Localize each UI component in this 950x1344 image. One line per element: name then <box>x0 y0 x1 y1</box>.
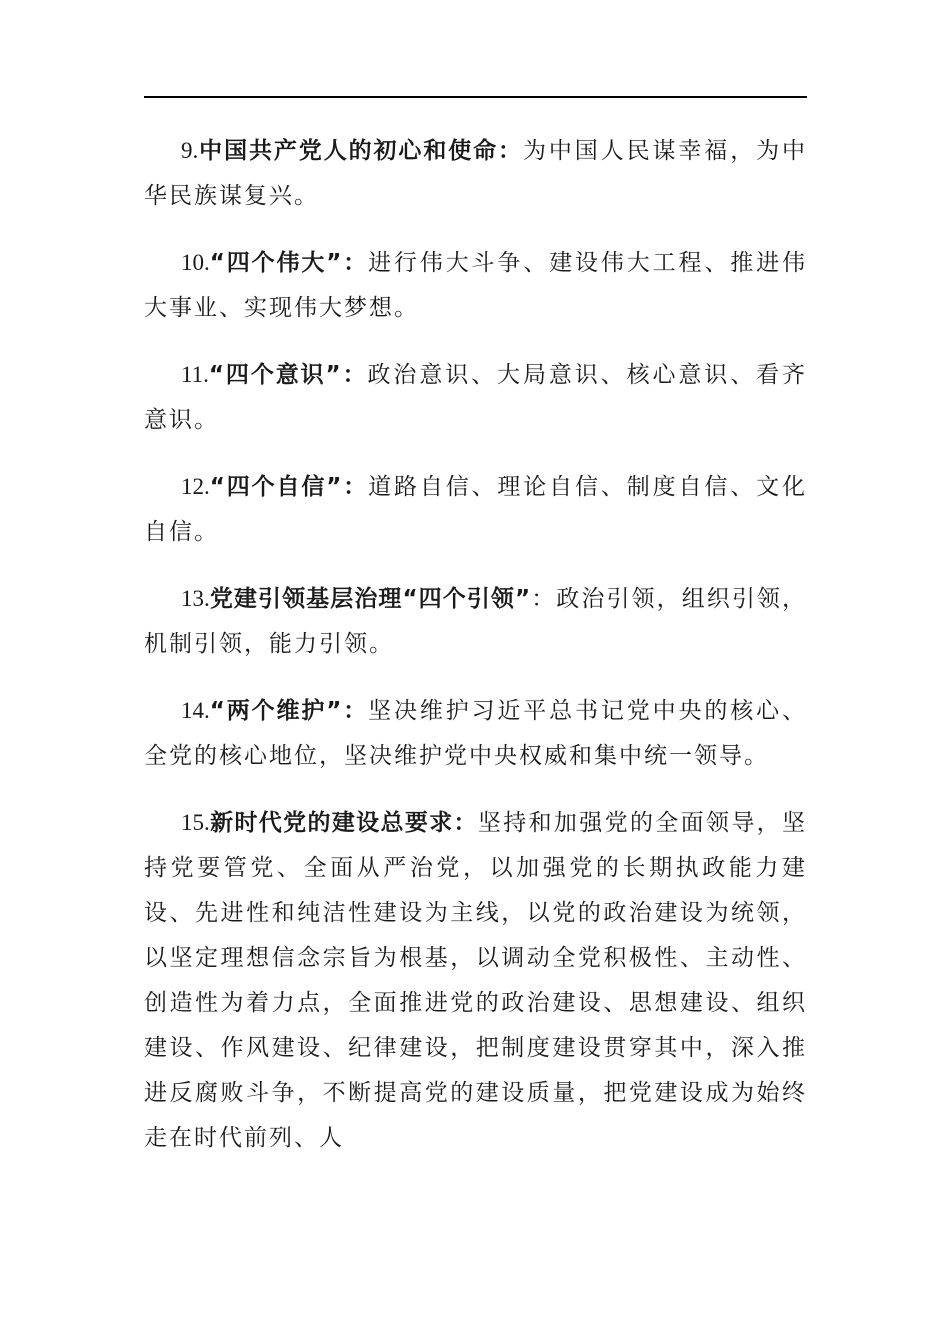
item-number: 14. <box>181 698 210 723</box>
item-number: 10. <box>181 250 210 275</box>
item-number: 12. <box>181 474 210 499</box>
item-12 <box>144 464 807 555</box>
item-term: 中国共产党人的初心和使命： <box>198 138 523 164</box>
item-text: ：政治引领，组织引领，机制引领，能力引领。 <box>144 586 808 657</box>
item-term: 新时代党的建设总要求： <box>209 810 478 836</box>
item-text: 坚持和加强党的全面领导，坚持党要管党、全面从严治党，以加强党的长期执政能力建设、先进性和纯洁性建设为主线，以党的政治建设为统领，以坚定理想信念宗旨为根基，以调动全党积极性、主动性、创造性为着力点，全面推进党的政治建设、思想建设、组织建设、作风建设、纪律建设，把制度建设贯穿其中，深入推进反腐败斗争，不断提高党的建设质量，把党建设成为始终走在时代前列、人 <box>144 810 807 1151</box>
item-term: “四个自信”： <box>209 474 369 500</box>
item-15 <box>144 800 807 1161</box>
item-text: 坚决维护习近平总书记党中央的核心、全党的核心地位，坚决维护党中央权威和集中统一领导。 <box>144 698 808 769</box>
item-text: 道路自信、理论自信、制度自信、文化自信。 <box>144 474 808 545</box>
document-body <box>144 128 807 1182</box>
item-term: “四个伟大”： <box>209 250 369 276</box>
item-number: 9. <box>181 138 199 163</box>
item-14 <box>144 688 807 779</box>
item-13 <box>144 576 807 667</box>
item-text: 进行伟大斗争、建设伟大工程、推进伟大事业、实现伟大梦想。 <box>144 250 808 321</box>
item-term: “四个意识”： <box>208 362 368 388</box>
item-9 <box>144 128 807 219</box>
header-rule <box>144 96 807 98</box>
item-10 <box>144 240 807 331</box>
item-number: 15. <box>181 810 210 835</box>
item-term: 党建引领基层治理“四个引领” <box>209 586 532 612</box>
item-text: 为中国人民谋幸福，为中华民族谋复兴。 <box>144 138 807 209</box>
item-term: “两个维护”： <box>209 698 369 724</box>
item-number: 13. <box>181 586 210 611</box>
item-number: 11. <box>181 362 209 387</box>
item-text: 政治意识、大局意识、核心意识、看齐意识。 <box>144 362 808 433</box>
item-11 <box>144 352 807 443</box>
